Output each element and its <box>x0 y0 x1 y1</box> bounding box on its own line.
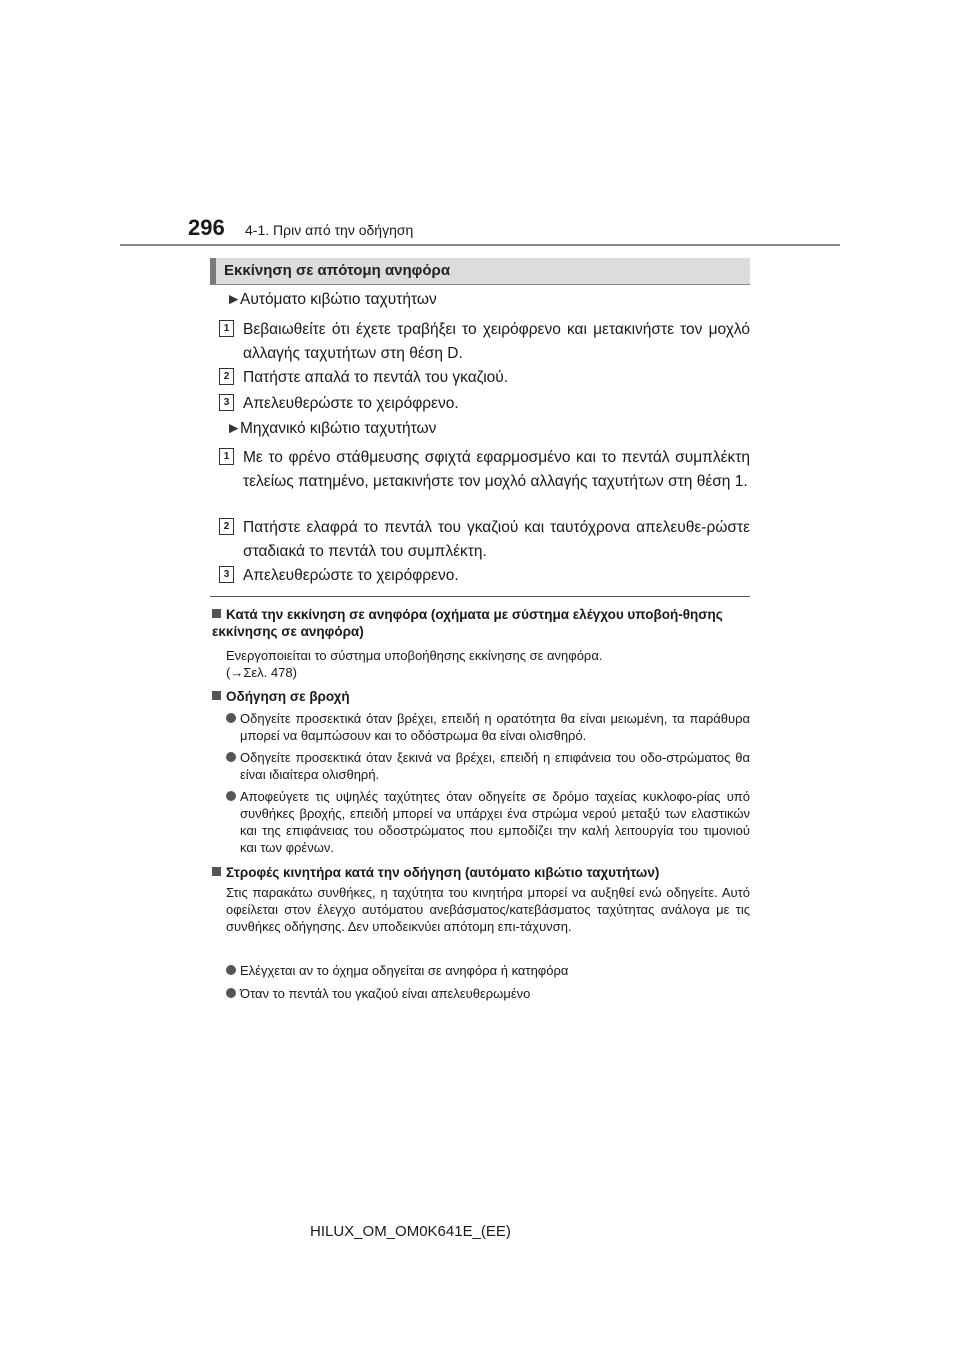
engine-speed-bullet-1 <box>226 962 750 979</box>
circle-bullet-icon <box>226 752 236 762</box>
step-text: Απελευθερώστε το χειρόφρενο. <box>243 395 459 412</box>
section-title: Εκκίνηση σε απότομη ανηφόρα <box>224 262 451 279</box>
automatic-heading <box>226 291 437 309</box>
step-number-badge: 2 <box>219 518 234 535</box>
bullet-text: Όταν το πεντάλ του γκαζιού είναι απελευθερωμένο <box>240 986 531 1001</box>
rain-bullet-1 <box>226 710 750 744</box>
step-number-badge: 3 <box>219 566 234 583</box>
section-heading-box <box>210 258 750 285</box>
note-title-text: Στροφές κινητήρα κατά την οδήγηση (αυτόματο κιβώτιο ταχυτήτων) <box>226 865 660 880</box>
automatic-step-3 <box>219 392 750 416</box>
section-divider <box>210 596 750 597</box>
bullet-text: Οδηγείτε προσεκτικά όταν ξεκινά να βρέχει, επειδή η επιφάνεια του οδο-στρώματος θα είναι ιδιαίτερα ολισθηρή. <box>240 750 750 782</box>
bullet-text: Αποφεύγετε τις υψηλές ταχύτητες όταν οδηγείτε σε δρόμο ταχείας κυκλοφο-ρίας υπό συνθήκες βροχής, επειδή μπορεί να υπάρχει ένα στρώμα νερού μεταξύ των ελαστικών και της επιφάνειας του οδοστρώματος που εμποδίζει την καλή λειτουργία του τιμονιού και των φρένων. <box>240 789 750 855</box>
manual-heading <box>226 420 436 438</box>
bullet-text: Οδηγείτε προσεκτικά όταν βρέχει, επειδή η ορατότητα θα είναι μειωμένη, τα παράθυρα μπορεί να θαμπώσουν και το οδόστρωμα θα είναι ολισθηρό. <box>240 711 750 743</box>
rain-bullet-2 <box>226 749 750 783</box>
note-title-text: Οδήγηση σε βροχή <box>226 689 350 704</box>
section-heading-bar <box>210 258 216 284</box>
step-number-badge: 2 <box>219 368 234 385</box>
note-hill-start-body <box>226 647 750 681</box>
step-text: Βεβαιωθείτε ότι έχετε τραβήξει το χειρόφρενο και μετακινήστε τον μοχλό αλλαγής ταχυτήτων στη θέση D. <box>243 321 750 362</box>
note-engine-speed-title <box>212 864 750 881</box>
automatic-heading-label: Αυτόματο κιβώτιο ταχυτήτων <box>240 291 437 308</box>
page-reference: (→Σελ. 478) <box>226 665 297 680</box>
step-text: Με το φρένο στάθμευσης σφιχτά εφαρμοσμένο και το πεντάλ συμπλέκτη τελείως πατημένο, μετακινήστε τον μοχλό αλλαγής ταχυτήτων στη θέση 1. <box>243 449 750 490</box>
step-number-badge: 1 <box>219 448 234 465</box>
square-bullet-icon <box>212 691 221 700</box>
circle-bullet-icon <box>226 713 236 723</box>
square-bullet-icon <box>212 867 221 876</box>
step-text: Απελευθερώστε το χειρόφρενο. <box>243 567 459 584</box>
header-divider <box>120 244 840 246</box>
document-code: HILUX_OM_OM0K641E_(EE) <box>310 1223 511 1240</box>
circle-bullet-icon <box>226 988 236 998</box>
automatic-step-1 <box>219 318 750 366</box>
bullet-text: Ελέγχεται αν το όχημα οδηγείται σε ανηφόρα ή κατηφόρα <box>240 963 569 978</box>
triangle-right-icon: ► <box>226 291 242 308</box>
manual-heading-label: Μηχανικό κιβώτιο ταχυτήτων <box>240 420 437 437</box>
chapter-title: 4-1. Πριν από την οδήγηση <box>245 222 414 238</box>
step-number-badge: 1 <box>219 320 234 337</box>
note-rain-title <box>212 688 750 705</box>
automatic-step-2 <box>219 366 750 390</box>
triangle-right-icon: ► <box>226 420 242 437</box>
engine-speed-bullet-2 <box>226 985 750 1002</box>
note-title-text: Κατά την εκκίνηση σε ανηφόρα (οχήματα με σύστημα ελέγχου υποβοή-θησης εκκίνησης σε ανηφόρα) <box>212 607 723 639</box>
page-number: 296 <box>188 215 225 240</box>
note-engine-speed-body: Στις παρακάτω συνθήκες, η ταχύτητα του κινητήρα μπορεί να αυξηθεί ενώ οδηγείτε. Αυτό οφείλεται στον έλεγχο αυτόματου ανεβάσματος/κατεβάσματος ταχύτητας ανάλογα με τις συνθήκες οδήγησης. Δεν υποδεικνύει απότομη επι-τάχυνση. <box>226 885 750 934</box>
rain-bullet-3 <box>226 788 750 856</box>
manual-step-2 <box>219 516 750 564</box>
manual-step-1 <box>219 446 750 494</box>
circle-bullet-icon <box>226 791 236 801</box>
step-text: Πατήστε ελαφρά το πεντάλ του γκαζιού και ταυτόχρονα απελευθε-ρώστε σταδιακά το πεντάλ του συμπλέκτη. <box>243 519 750 560</box>
note-hill-start-title <box>212 606 750 640</box>
step-number-badge: 3 <box>219 394 234 411</box>
circle-bullet-icon <box>226 965 236 975</box>
step-text: Πατήστε απαλά το πεντάλ του γκαζιού. <box>243 369 509 386</box>
note-body-text: Ενεργοποιείται το σύστημα υποβοήθησης εκκίνησης σε ανηφόρα. <box>226 648 603 663</box>
manual-step-3 <box>219 564 750 588</box>
square-bullet-icon <box>212 609 221 618</box>
